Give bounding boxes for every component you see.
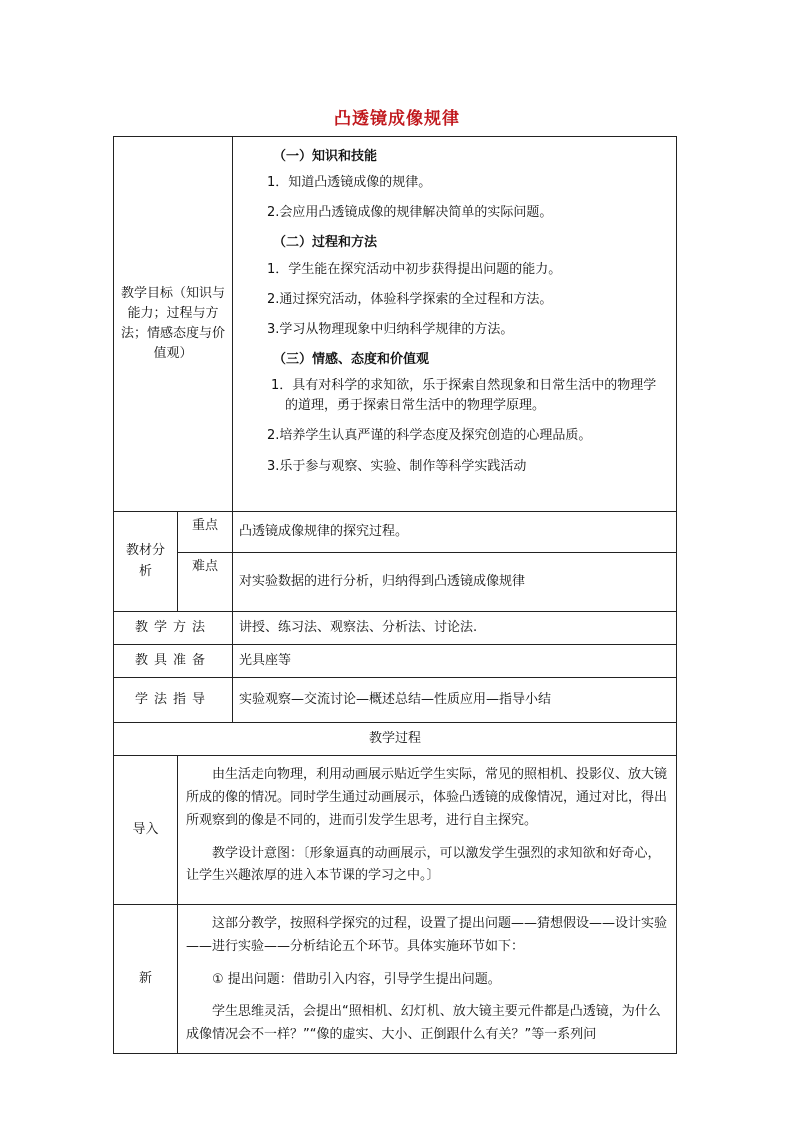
objectives-row <box>114 137 677 512</box>
intro-content <box>178 756 677 905</box>
objective-item: 2.会应用凸透镜成像的规律解决简单的实际问题。 <box>267 205 553 221</box>
equipment-row <box>114 645 677 678</box>
analysis-difficulty-row <box>114 553 677 612</box>
methods-text: 讲授、练习法、观察法、分析法、讨论法. <box>233 612 677 645</box>
process-header: 教学过程 <box>114 723 677 756</box>
study-guide-label: 学法指导 <box>114 678 233 723</box>
analysis-key-row <box>114 512 677 553</box>
objectives-heading-3: （三）情感、态度和价值观 <box>273 351 430 367</box>
methods-label: 教学方法 <box>114 612 233 645</box>
objective-item: 1．知道凸透镜成像的规律。 <box>267 175 432 191</box>
intro-paragraph: 由生活走向物理，利用动画展示贴近学生实际，常见的照相机、投影仪、放大镜所成的像的情况。同时学生通过动画展示，体验凸透镜的成像情况，通过对比，得出所观察到的像是不同的，进而引发学生思考，进行自主探究。 <box>186 767 668 828</box>
analysis-label: 教材分析 <box>114 512 178 612</box>
new-lesson-row <box>114 905 677 1054</box>
objective-item: 2.通过探究活动，体验科学探索的全过程和方法。 <box>267 291 553 307</box>
difficulty-label: 难点 <box>178 553 233 612</box>
objectives-label: 教学目标（知识与能力；过程与方法；情感态度与价值观） <box>114 137 233 512</box>
difficulty-text: 对实验数据的进行分析，归纳得到凸透镜成像规律 <box>233 553 677 612</box>
process-header-row <box>114 723 677 756</box>
key-point-label: 重点 <box>178 512 233 553</box>
methods-row <box>114 612 677 645</box>
objective-item: 1．学生能在探究活动中初步获得提出问题的能力。 <box>267 261 562 277</box>
equipment-text: 光具座等 <box>233 645 677 678</box>
key-point-text: 凸透镜成像规律的探究过程。 <box>233 512 677 553</box>
objective-item: 2.培养学生认真严谨的科学态度及探究创造的心理品质。 <box>267 428 592 444</box>
study-guide-text: 实验观察—交流讨论—概述总结—性质应用—指导小结 <box>233 678 677 723</box>
intro-label: 导入 <box>114 756 178 905</box>
objective-item: 3.乐于参与观察、实验、制作等科学实践活动 <box>267 458 527 474</box>
new-lesson-label: 新 <box>114 905 178 1054</box>
document-title: 凸透镜成像规律 <box>334 109 460 129</box>
new-lesson-paragraph: ① 提出问题：借助引入内容，引导学生提出问题。 <box>212 971 501 987</box>
objective-item: 1．具有对科学的求知欲，乐于探索自然现象和日常生活中的物理学的道理，勇于探索日常生活中的物理学原理。 <box>271 378 657 414</box>
objective-item: 3.学习从物理现象中归纳科学规律的方法。 <box>267 321 514 337</box>
intro-design-intent: 教学设计意图：〔形象逼真的动画展示，可以激发学生强烈的求知欲和好奇心，让学生兴趣浓厚的进入本节课的学习之中。〕 <box>186 845 661 884</box>
new-lesson-paragraph: 这部分教学，按照科学探究的过程，设置了提出问题——猜想假设——设计实验——进行实验——分析结论五个环节。具体实施环节如下： <box>186 916 668 954</box>
lesson-plan-table <box>113 136 677 1054</box>
study-guide-row <box>114 678 677 723</box>
intro-row <box>114 756 677 905</box>
new-lesson-paragraph: 学生思维灵活，会提出“照相机、幻灯机、放大镜主要元件都是凸透镜，为什么成像情况会不一样？”“像的虚实、大小、正倒跟什么有关？”等一系列问 <box>186 1004 661 1043</box>
new-lesson-content <box>178 905 677 1054</box>
objectives-content <box>233 137 677 512</box>
equipment-label: 教具准备 <box>114 645 233 678</box>
objectives-heading-1: （一）知识和技能 <box>273 149 378 164</box>
objectives-heading-2: （二）过程和方法 <box>273 235 378 251</box>
